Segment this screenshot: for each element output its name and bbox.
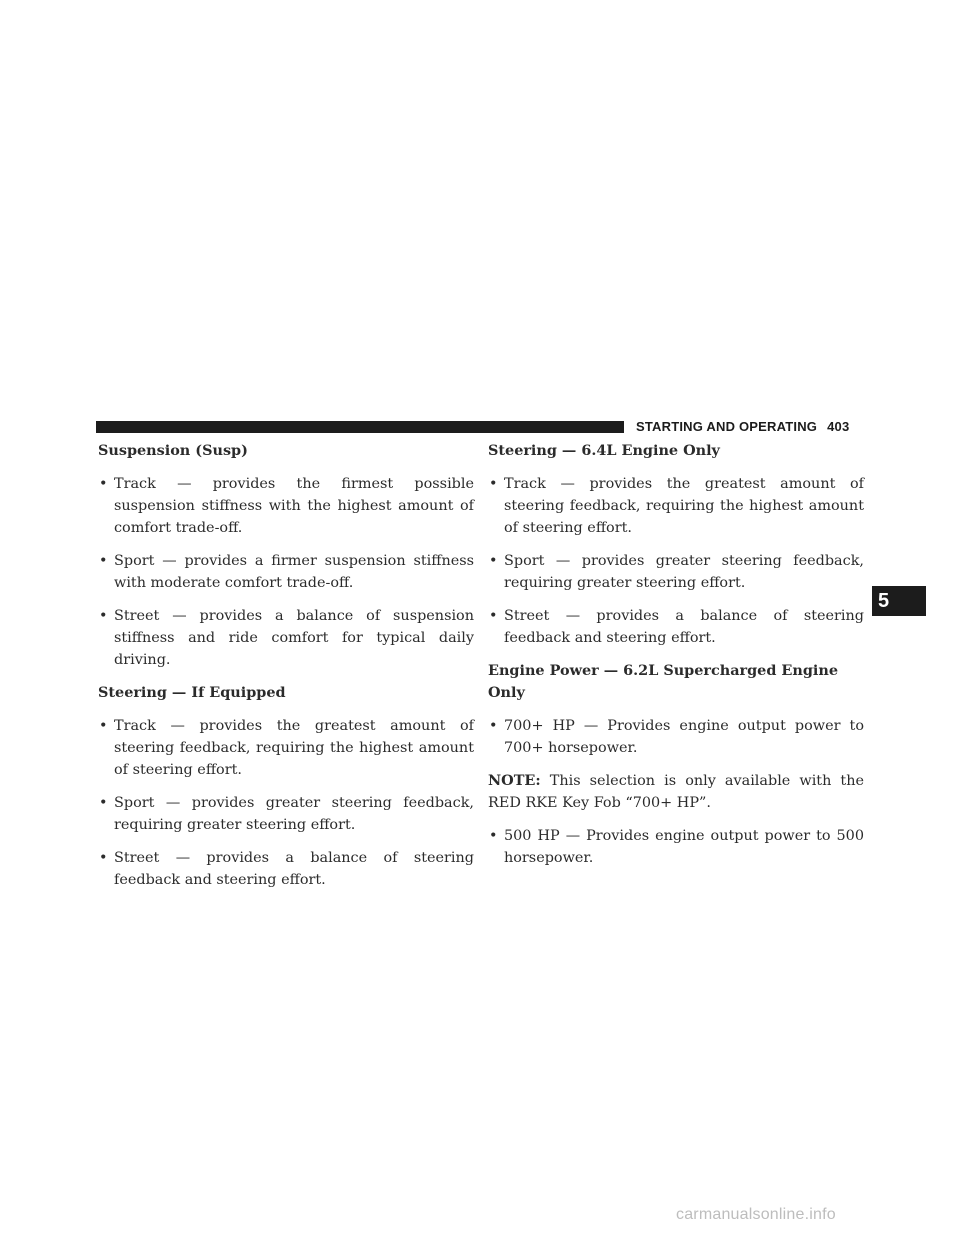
section-name: STARTING AND OPERATING	[636, 419, 818, 434]
item-text: Street — provides a balance of steering feedback and steering effort.	[114, 850, 474, 888]
list-item	[98, 792, 474, 836]
steering-64-heading: Steering — 6.4L Engine Only	[488, 442, 720, 459]
item-text: 700+ HP — Provides engine output power to 700+ horsepower.	[504, 718, 864, 756]
item-text: Track — provides the greatest amount of steering feedback, requiring the highest amount of steering effort.	[114, 718, 474, 778]
bullet: •	[489, 828, 498, 844]
list-item	[488, 715, 864, 759]
item-text: Sport — provides greater steering feedback, requiring greater steering effort.	[114, 795, 474, 833]
note-text: This selection is only available with the RED RKE Key Fob “700+ HP”.	[488, 773, 864, 811]
item-text: Track — provides the firmest possible suspension stiffness with the highest amount of comfort trade-off.	[114, 476, 474, 536]
bullet: •	[99, 795, 108, 811]
item-text: Street — provides a balance of steering feedback and steering effort.	[504, 608, 864, 646]
list-item	[98, 550, 474, 594]
right-column	[488, 440, 864, 880]
list-item	[488, 550, 864, 594]
page-number: 403	[827, 419, 850, 434]
bullet: •	[489, 718, 498, 734]
list-item	[488, 473, 864, 539]
steering-heading: Steering — If Equipped	[98, 684, 286, 701]
running-header	[636, 419, 849, 434]
item-text: Sport — provides greater steering feedback, requiring greater steering effort.	[504, 553, 864, 591]
list-item	[98, 473, 474, 539]
item-text: Sport — provides a firmer suspension stiffness with moderate comfort trade-off.	[114, 553, 474, 591]
suspension-heading: Suspension (Susp)	[98, 442, 248, 459]
bullet: •	[99, 608, 108, 624]
list-item	[98, 715, 474, 781]
bullet: •	[99, 553, 108, 569]
header-rule	[96, 421, 624, 433]
list-item	[98, 847, 474, 891]
chapter-tab: 5	[872, 586, 926, 616]
item-text: Street — provides a balance of suspension stiffness and ride comfort for typical daily driving.	[114, 608, 474, 668]
engine-power-heading: Engine Power — 6.2L Supercharged Engine Only	[488, 662, 838, 701]
left-column	[98, 440, 474, 902]
bullet: •	[99, 718, 108, 734]
bullet: •	[99, 850, 108, 866]
bullet: •	[489, 476, 498, 492]
note-label: NOTE:	[488, 772, 541, 789]
bullet: •	[489, 553, 498, 569]
watermark: carmanualsonline.info	[676, 1206, 836, 1223]
list-item	[488, 605, 864, 649]
bullet: •	[489, 608, 498, 624]
item-text: Track — provides the greatest amount of steering feedback, requiring the highest amount of steering effort.	[504, 476, 864, 536]
list-item	[98, 605, 474, 671]
list-item	[488, 825, 864, 869]
note-paragraph	[488, 770, 864, 814]
bullet: •	[99, 476, 108, 492]
item-text: 500 HP — Provides engine output power to 500 horsepower.	[504, 828, 864, 866]
